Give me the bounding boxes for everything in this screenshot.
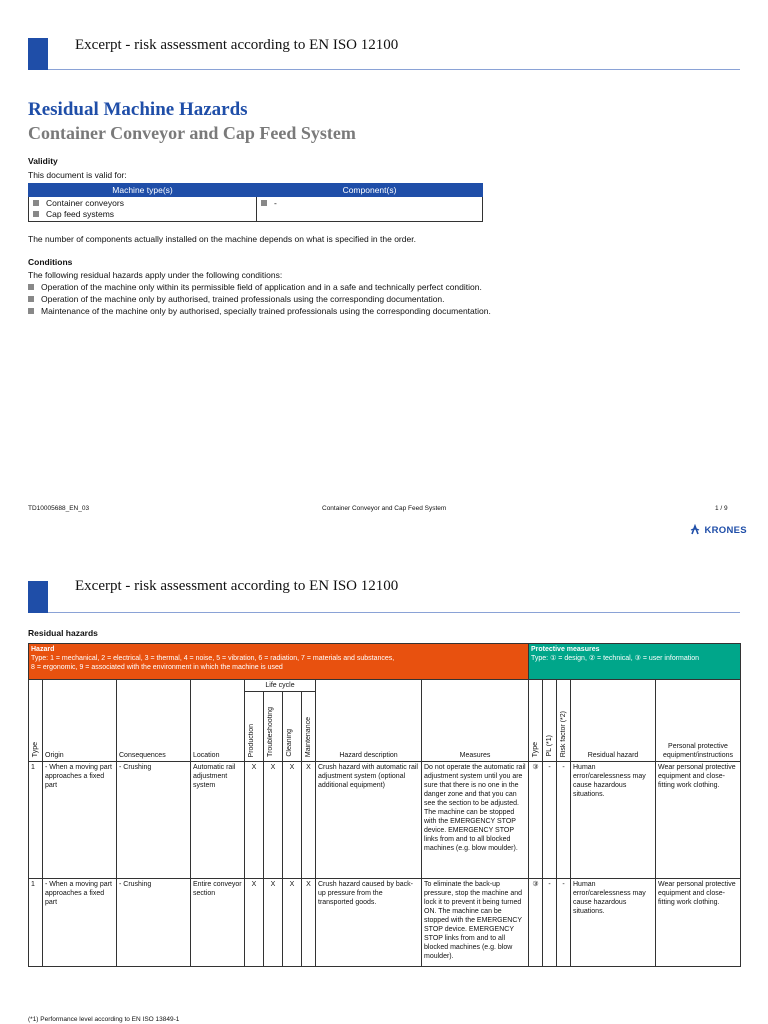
components-note: The number of components actually installed on the machine depends on what is specified in the order. bbox=[28, 234, 416, 244]
residual-hazards-table bbox=[28, 643, 741, 967]
cell-ppe: Wear personal protective equipment and close-fitting work clothing. bbox=[656, 762, 741, 879]
list-item: Operation of the machine only within its permissible field of application and in a safe and technically perfect condition. bbox=[28, 281, 491, 293]
cell-consequences: - Crushing bbox=[117, 762, 191, 879]
cell-ppe: Wear personal protective equipment and close-fitting work clothing. bbox=[656, 879, 741, 967]
cell-type: 1 bbox=[29, 879, 43, 967]
cell-measures: To eliminate the back-up pressure, stop the machine and lock it to prevent it being turned ON. The machine can be stopped with the EMERGENCY STOP device. EMERGENCY STOP links from and to all blocked machines (e.g. blow moulder). bbox=[422, 879, 529, 967]
cell-production: X bbox=[245, 879, 264, 967]
cell-origin: - When a moving part approaches a fixed part bbox=[43, 762, 117, 879]
conditions-intro: The following residual hazards apply under the following conditions: bbox=[28, 270, 283, 280]
footer-page-number: 1 / 9 bbox=[715, 505, 728, 512]
bullet-icon bbox=[33, 211, 39, 217]
cell-description: Crush hazard caused by back-up pressure from the transported goods. bbox=[316, 879, 422, 967]
cell-description: Crush hazard with automatic rail adjustment system (optional additional equipment) bbox=[316, 762, 422, 879]
header-blue-marker bbox=[28, 38, 48, 70]
col-ppe: Personal protective equipment/instructions bbox=[656, 680, 741, 762]
col-cleaning: Cleaning bbox=[283, 692, 302, 762]
page-subtitle: Container Conveyor and Cap Feed System bbox=[28, 123, 356, 143]
bullet-icon bbox=[28, 284, 34, 290]
cell-consequences: - Crushing bbox=[117, 879, 191, 967]
cell-risk-factor: - bbox=[557, 762, 571, 879]
krones-logo-icon bbox=[690, 524, 700, 535]
header-blue-marker bbox=[28, 581, 48, 613]
col-maintenance: Maintenance bbox=[302, 692, 316, 762]
list-item: Maintenance of the machine only by authorised, specially trained professionals using the corresponding documentation. bbox=[28, 305, 491, 317]
cell-cleaning: X bbox=[283, 879, 302, 967]
krones-logo bbox=[690, 520, 747, 538]
cell-cleaning: X bbox=[283, 762, 302, 879]
cell-measure-type: ③ bbox=[529, 879, 543, 967]
col-measure-type: Type bbox=[529, 680, 543, 762]
bullet-icon bbox=[28, 308, 34, 314]
col-residual: Residual hazard bbox=[571, 680, 656, 762]
cell-maintenance: X bbox=[302, 762, 316, 879]
hazard-header bbox=[29, 644, 529, 680]
col-life-cycle: Life cycle bbox=[245, 680, 316, 692]
col-origin: Origin bbox=[43, 680, 117, 762]
header-rule bbox=[48, 69, 740, 70]
header-title: Excerpt - risk assessment according to EN ISO 12100 bbox=[75, 578, 399, 594]
bullet-icon bbox=[261, 200, 267, 206]
col-consequences: Consequences bbox=[117, 680, 191, 762]
cell-location: Automatic rail adjustment system bbox=[191, 762, 245, 879]
cell-pl: - bbox=[543, 879, 557, 967]
cell-residual: Human error/carelessness may cause hazardous situations. bbox=[571, 762, 656, 879]
cell-residual: Human error/carelessness may cause hazardous situations. bbox=[571, 879, 656, 967]
table-row bbox=[29, 762, 741, 879]
cell-troubleshooting: X bbox=[264, 762, 283, 879]
cell-risk-factor: - bbox=[557, 879, 571, 967]
page-title: Residual Machine Hazards bbox=[28, 99, 248, 120]
bullet-icon bbox=[28, 296, 34, 302]
cell-location: Entire conveyor section bbox=[191, 879, 245, 967]
list-item: - bbox=[261, 198, 478, 209]
protective-header-title: Protective measures bbox=[531, 646, 600, 653]
col-measures: Measures bbox=[422, 680, 529, 762]
header-title: Excerpt - risk assessment according to EN ISO 12100 bbox=[75, 37, 399, 53]
protective-header-types: Type: ① = design, ② = technical, ③ = user information bbox=[531, 655, 700, 662]
hazard-header-types: Type: 1 = mechanical, 2 = electrical, 3 = thermal, 4 = noise, 5 = vibration, 6 = radiation, 7 = materials and substances, bbox=[31, 655, 395, 662]
validity-intro: This document is valid for: bbox=[28, 170, 127, 180]
conditions-list bbox=[28, 281, 491, 317]
validity-heading: Validity bbox=[28, 156, 58, 166]
cell-type: 1 bbox=[29, 762, 43, 879]
krones-logo-text: KRONES bbox=[704, 525, 747, 536]
validity-table bbox=[28, 183, 483, 222]
cell-pl: - bbox=[543, 762, 557, 879]
col-description: Hazard description bbox=[316, 680, 422, 762]
header-rule bbox=[48, 612, 740, 613]
col-production: Production bbox=[245, 692, 264, 762]
residual-hazards-heading: Residual hazards bbox=[28, 628, 98, 638]
footer-doc-id: TD10005688_EN_03 bbox=[28, 505, 90, 512]
col-location: Location bbox=[191, 680, 245, 762]
cell-measure-type: ③ bbox=[529, 762, 543, 879]
bullet-icon bbox=[33, 200, 39, 206]
protective-header bbox=[529, 644, 741, 680]
footer-doc-title: Container Conveyor and Cap Feed System bbox=[322, 505, 447, 512]
cell-measures: Do not operate the automatic rail adjustment system until you are sure that there is no one in the danger zone and that you can see the section to be adjusted. The machine can be stopped with the EMERGENCY STOP device. EMERGENCY STOP links from and to all blocked machines (e.g. blow moulder). bbox=[422, 762, 529, 879]
conditions-heading: Conditions bbox=[28, 257, 73, 267]
col-pl: PL (*1) bbox=[543, 680, 557, 762]
validity-col-component: Component(s) bbox=[257, 184, 483, 197]
list-item: Container conveyors bbox=[33, 198, 252, 209]
cell-production: X bbox=[245, 762, 264, 879]
col-risk-factor: Risk factor (*2) bbox=[557, 680, 571, 762]
col-type: Type bbox=[29, 680, 43, 762]
hazard-header-types-2: 8 = ergonomic, 9 = associated with the environment in which the machine is used bbox=[31, 664, 283, 671]
hazard-header-title: Hazard bbox=[31, 646, 55, 653]
footnote: (*1) Performance level according to EN ISO 13849-1 bbox=[28, 1016, 180, 1023]
table-row bbox=[29, 879, 741, 967]
validity-col-machine: Machine type(s) bbox=[29, 184, 257, 197]
list-item: Cap feed systems bbox=[33, 209, 252, 220]
validity-machines-cell bbox=[29, 197, 257, 222]
cell-origin: - When a moving part approaches a fixed part bbox=[43, 879, 117, 967]
cell-troubleshooting: X bbox=[264, 879, 283, 967]
validity-components-cell bbox=[257, 197, 483, 222]
col-troubleshooting: Troubleshooting bbox=[264, 692, 283, 762]
cell-maintenance: X bbox=[302, 879, 316, 967]
list-item: Operation of the machine only by authorised, trained professionals using the corresponding documentation. bbox=[28, 293, 491, 305]
